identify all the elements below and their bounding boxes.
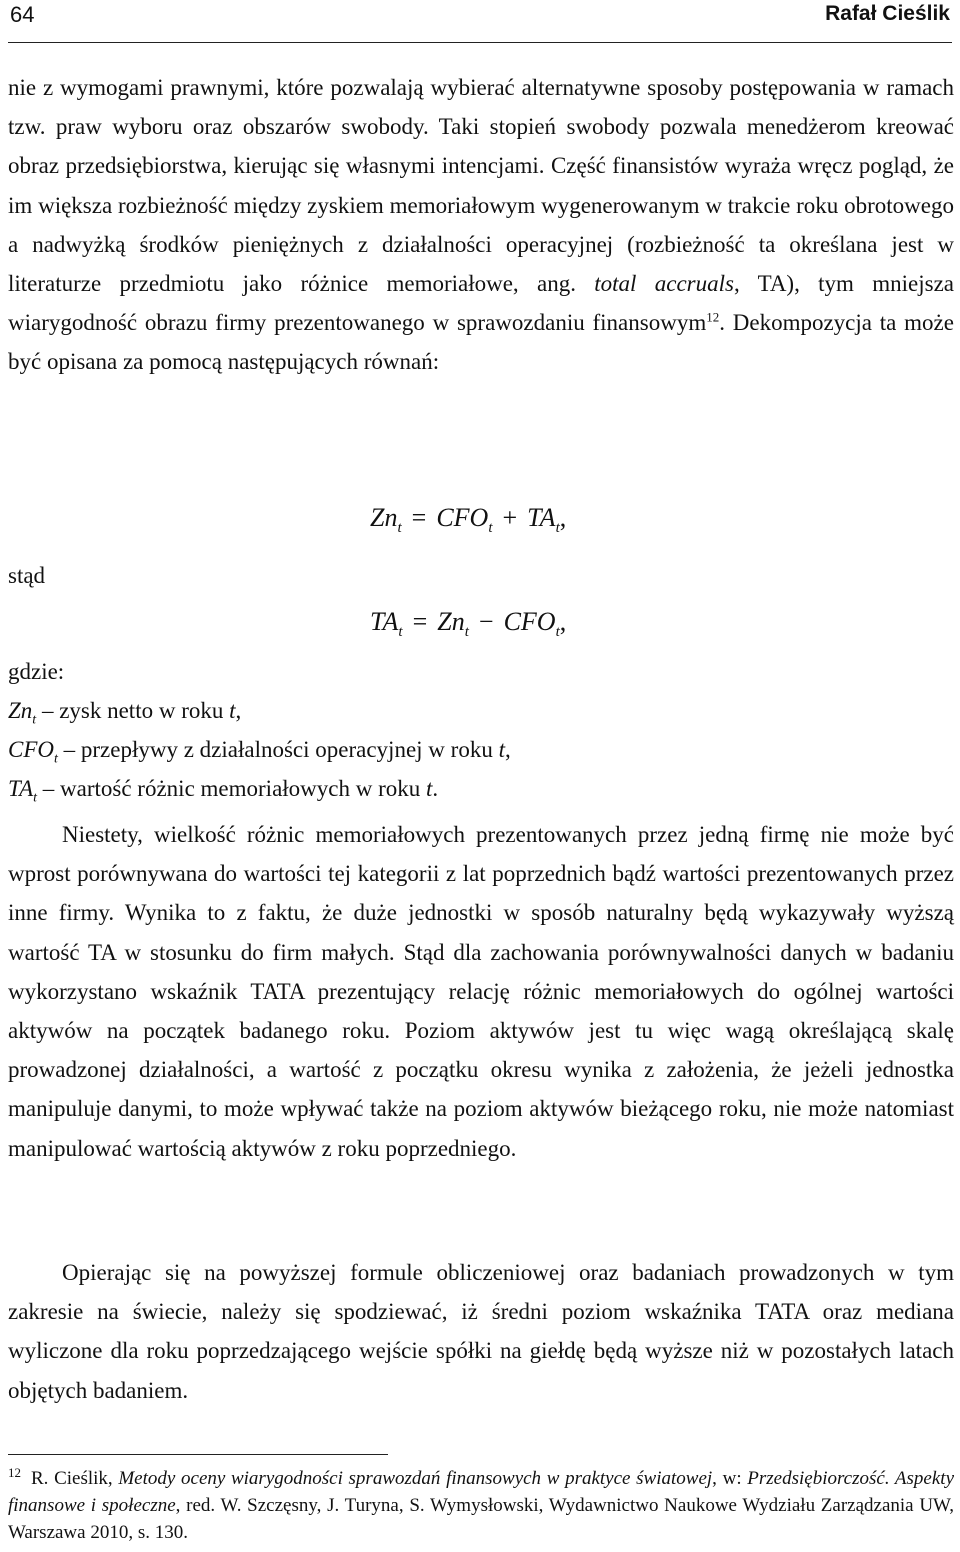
page-number: 64	[10, 2, 35, 27]
para1-text-c: , TA), tym mniejsza wiarygodność obrazu firmy prezentowanego w sprawozdaniu finansowym	[8, 271, 954, 336]
equation-2: $TA_t = Zn_t - CFO_t$,	[370, 607, 567, 640]
definition-zn: $Zn_t$ – zysk netto w roku t,	[8, 698, 242, 728]
running-header	[8, 0, 952, 43]
para1-text-a: nie z wymogami prawnymi, które pozwalają wybierać alternatywne sposoby postępowania w ramach tzw. praw wyboru oraz obszarów swobody. Taki stopień swobody pozwala menedżerom kreować obraz przedsiębiorstwa, kierując się własnymi intencjami. Część finansistów wyraża wręcz pogląd, że im większa rozbieżność między zyskiem memoriałowym wygenerowanym w trakcie roku obrotowego a nadwyżką środków pieniężnych z działalności operacyjnej (rozbieżność ta określana jest w literaturze przedmiotu jako różnice memoriałowe, ang.	[8, 75, 954, 297]
footnote-12: $^{12}$ R. Cieślik, Metody oceny wiarygodności sprawozdań finansowych w praktyce światowej, w: Przedsiębiorczość. Aspekty finansowe i społeczne, red. W. Szczęsny, J. Turyna, S. Wymysłowski, Wydawnictwo Naukowe Wydziału Zarządzania UW, Warszawa 2010, s. 130.	[8, 1464, 954, 1543]
gdzie-label: gdzie:	[8, 659, 65, 684]
para1-term: total accruals	[594, 271, 734, 297]
footnote-title: Metody oceny wiarygodności sprawozdań finansowych w praktyce światowej	[118, 1468, 713, 1489]
running-author: Rafał Cieślik	[825, 2, 950, 25]
paragraph-2: Niestety, wielkość różnic memoriałowych prezentowanych przez jedną firmę nie może być wprost porównywana do wartości tej kategorii z lat poprzednich bądź wartości prezentowanych przez inne firmy. Wynika to z faktu, że duże jednostki w sposób naturalny będą wykazywały wyższą wartość TA w stosunku do firm małych. Stąd dla zachowania porównywalności danych w badaniu wykorzystano wskaźnik TATA prezentujący relację różnic memoriałowych do ogólnej wartości aktywów na początek badanego roku. Poziom aktywów jest tu więc wagą określającą skalę prowadzonej działalności, a wartość z początku okresu wynika z założenia, że jeżeli jednostka manipuluje danymi, to może wpływać także na poziom aktywów bieżącego roku, nie może natomiast manipulować wartością aktywów z roku poprzedniego.	[8, 822, 954, 1161]
footnote-mark: 12	[8, 1464, 21, 1480]
para1-text-d: . Dekompozycja ta może być opisana za pomocą następujących równań:	[8, 310, 954, 375]
footnote-book: Przedsiębiorczość. Aspekty finansowe i społeczne	[8, 1468, 954, 1516]
definition-cfo: $CFO_t$ – przepływy z działalności operacyjnej w roku t,	[8, 737, 511, 767]
paragraph-1	[8, 68, 954, 382]
equation-1: $Zn_t = CFO_t + TA_t$,	[370, 503, 567, 536]
paragraph-3: Opierając się na powyższej formule obliczeniowej oraz badaniach prowadzonych w tym zakresie na świecie, należy się spodziewać, iż średni poziom wskaźnika TATA oraz mediana wyliczone dla roku poprzedzającego wejście spółki na giełdę będą wyższe niż w pozostałych latach objętych badaniem.	[8, 1260, 954, 1403]
footnote-ref: 12	[706, 309, 720, 325]
definition-ta: $TA_t$ – wartość różnic memoriałowych w roku t.	[8, 776, 439, 806]
stad-label: stąd	[8, 563, 46, 588]
footnote-divider	[8, 1454, 388, 1455]
